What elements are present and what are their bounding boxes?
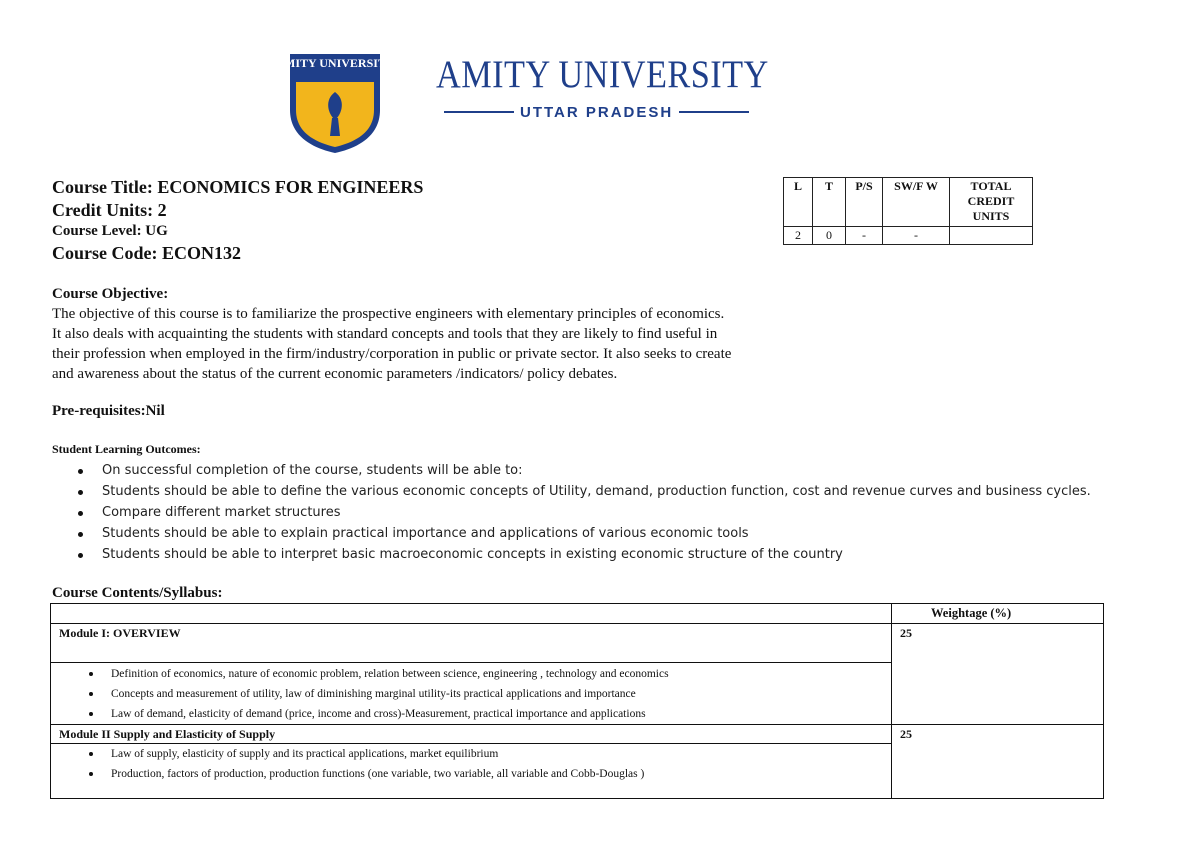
- brand-title: AMITY UNIVERSITY: [436, 53, 769, 96]
- objective-heading: Course Objective:: [52, 286, 169, 302]
- value-total: [950, 227, 1033, 245]
- outcome-item: Students should be able to interpret basic macroeconomic concepts in existing economic structure of the country: [78, 546, 1091, 567]
- header-total: TOTAL CREDIT UNITS: [950, 178, 1033, 227]
- amity-logo: [275, 52, 395, 154]
- header-swfw: SW/F W: [883, 178, 950, 227]
- svg-text:AMITY UNIVERSITY: AMITY UNIVERSITY: [275, 56, 395, 70]
- syllabus-table: [50, 603, 1104, 799]
- credit-table-value-row: [784, 227, 1033, 245]
- outcome-item: Students should be able to define the various economic concepts of Utility, demand, production function, cost and revenue curves and business cycles.: [78, 483, 1091, 504]
- objective-line: their profession when employed in the firm/industry/corporation in public or private sector. It also seeks to create: [52, 346, 732, 362]
- outcome-item: On successful completion of the course, students will be able to:: [78, 462, 1091, 483]
- column-divider: [891, 604, 892, 798]
- header-t: T: [813, 178, 846, 227]
- topic-item: Law of demand, elasticity of demand (price, income and cross)-Measurement, practical importance and applications: [89, 706, 669, 726]
- module-2-weight: 25: [900, 727, 912, 741]
- credit-table: [783, 177, 1033, 245]
- value-swfw: -: [883, 227, 950, 245]
- objective-line: It also deals with acquainting the students with standard concepts and tools that they are likely to find useful in: [52, 326, 718, 342]
- module-2-topics: [89, 746, 644, 786]
- course-title: Course Title: ECONOMICS FOR ENGINEERS: [52, 177, 424, 197]
- divider: [444, 111, 514, 113]
- header-l: L: [784, 178, 813, 227]
- outcome-item: Students should be able to explain practical importance and applications of various economic tools: [78, 525, 1091, 546]
- module-1-weight: 25: [900, 626, 912, 640]
- credit-table-header-row: [784, 178, 1033, 227]
- value-t: 0: [813, 227, 846, 245]
- brand-subtitle: [444, 100, 774, 124]
- header-ps: P/S: [846, 178, 883, 227]
- course-level: Course Level: UG: [52, 223, 168, 239]
- brand-subtitle-text: UTTAR PRADESH: [520, 103, 674, 121]
- topic-item: Definition of economics, nature of economic problem, relation between science, engineering , technology and economics: [89, 666, 669, 686]
- row-divider: [51, 743, 891, 744]
- divider: [679, 111, 749, 113]
- topic-item: Law of supply, elasticity of supply and its practical applications, market equilibrium: [89, 746, 644, 766]
- topic-item: Production, factors of production, production functions (one variable, two variable, all variable and Cobb-Douglas ): [89, 766, 644, 786]
- module-2-title: Module II Supply and Elasticity of Supply: [59, 727, 276, 741]
- outcome-item: Compare different market structures: [78, 504, 1091, 525]
- outcomes-heading: Student Learning Outcomes:: [52, 442, 201, 456]
- value-l: 2: [784, 227, 813, 245]
- module-1-title: Module I: OVERVIEW: [59, 626, 181, 640]
- value-ps: -: [846, 227, 883, 245]
- objective-line: and awareness about the status of the current economic parameters /indicators/ policy debates.: [52, 366, 618, 382]
- row-divider: [51, 623, 1103, 624]
- row-divider: [51, 662, 891, 663]
- syllabus-heading: Course Contents/Syllabus:: [52, 585, 223, 601]
- course-code: Course Code: ECON132: [52, 243, 241, 263]
- objective-line: The objective of this course is to familiarize the prospective engineers with elementary principles of economics.: [52, 306, 725, 322]
- weightage-header: Weightage (%): [931, 606, 1012, 620]
- outcomes-list: [78, 462, 1091, 567]
- credit-units: Credit Units: 2: [52, 200, 167, 220]
- objective-text: [52, 304, 852, 384]
- module-1-topics: [89, 666, 669, 726]
- topic-item: Concepts and measurement of utility, law of diminishing marginal utility-its practical applications and importance: [89, 686, 669, 706]
- prerequisites: Pre-requisites:Nil: [52, 403, 165, 419]
